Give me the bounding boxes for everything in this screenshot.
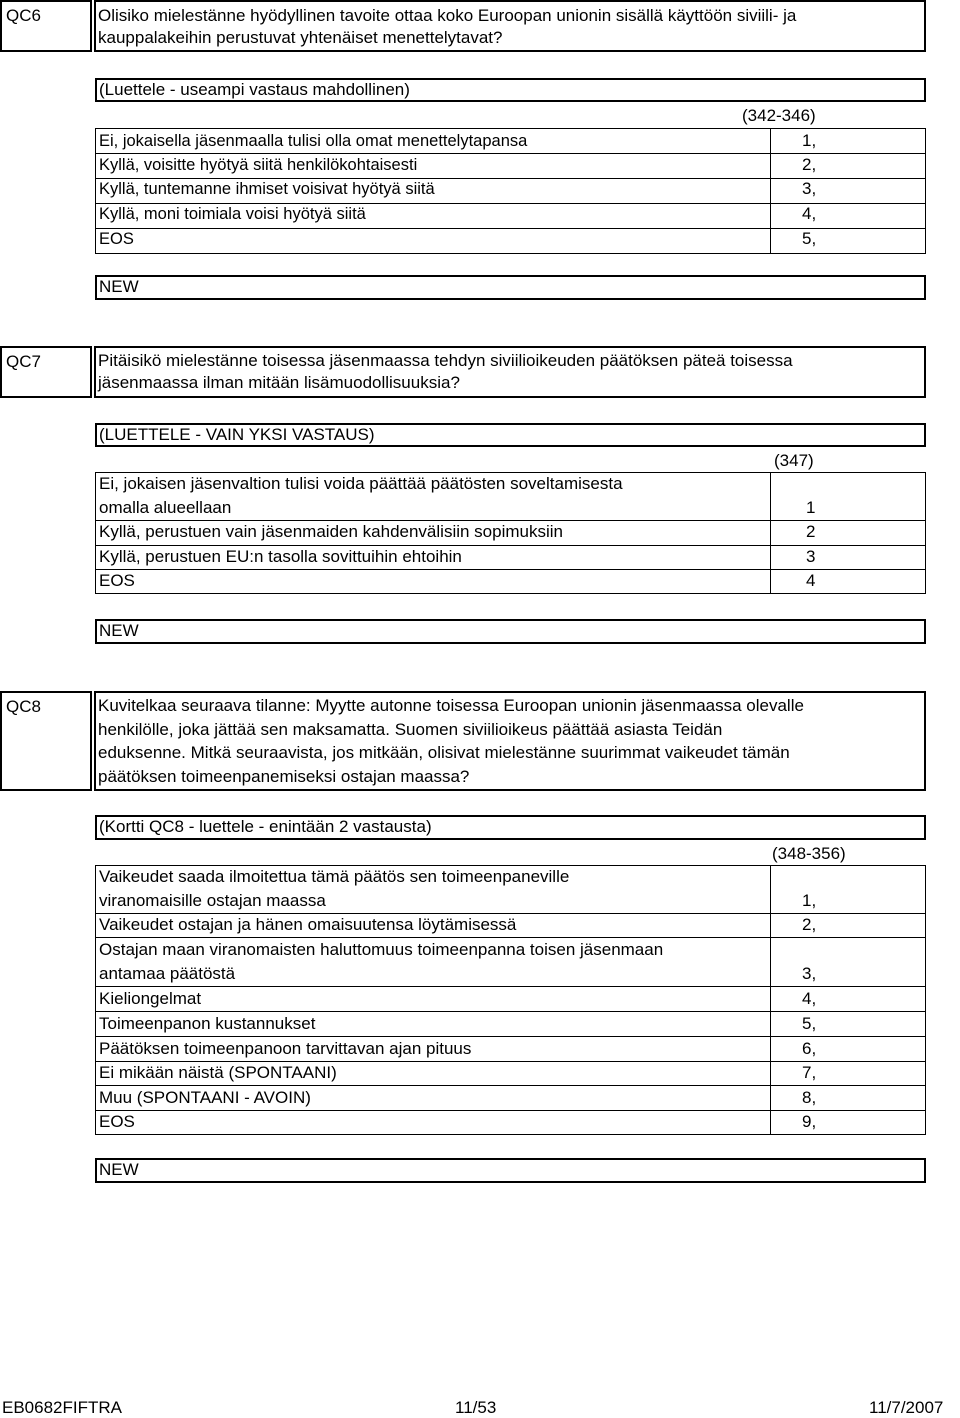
qc8-question-line-1: Kuvitelkaa seuraava tilanne: Myytte autonne toisessa Euroopan unionin jäsenmaassa olevalle bbox=[98, 696, 804, 715]
qc8-option-3-label-line-1: Ostajan maan viranomaisten haluttomuus toimeenpanna toisen jäsenmaan bbox=[99, 940, 664, 959]
qc7-grid-divider bbox=[770, 472, 771, 594]
qc7-question bbox=[96, 350, 924, 394]
qc6-new: NEW bbox=[99, 277, 139, 296]
qc8-code-range: (348-356) bbox=[772, 844, 846, 863]
qc8-option-2-code: 2, bbox=[802, 915, 817, 934]
qc7-code-range: (347) bbox=[774, 451, 814, 470]
qc8-grid-divider bbox=[770, 865, 771, 1135]
qc6-option-2-label: Kyllä, voisitte hyötyä siitä henkilökohtaisesti bbox=[99, 156, 418, 174]
qc6-option-5-label: EOS bbox=[99, 230, 134, 248]
qc8-option-1-label-line-1: Vaikeudet saada ilmoitettua tämä päätös sen toimeenpaneville bbox=[99, 867, 570, 886]
qc7-new: NEW bbox=[99, 621, 139, 640]
qc7-option-2-code: 2 bbox=[806, 522, 816, 541]
qc8-option-5-code: 5, bbox=[802, 1014, 817, 1033]
footer-date: 11/7/2007 bbox=[869, 1398, 944, 1417]
qc6-code-range: (342-346) bbox=[742, 106, 816, 125]
qc6-option-4-code: 4, bbox=[802, 204, 817, 223]
qc7-option-3-code: 3 bbox=[806, 547, 816, 566]
qc8-option-1-label-line-2: viranomaisille ostajan maassa bbox=[99, 891, 326, 910]
qc8-option-9-code: 9, bbox=[802, 1112, 817, 1131]
qc6-grid-divider bbox=[770, 128, 771, 254]
qc7-option-4-label: EOS bbox=[99, 571, 135, 590]
qc7-question-line-1: Pitäisikö mielestänne toisessa jäsenmaassa tehdyn siviilioikeuden päätöksen päteä toisessa bbox=[98, 351, 793, 370]
qc7-question-line-2: jäsenmaassa ilman mitään lisämuodollisuuksia? bbox=[98, 373, 460, 392]
qc6-option-3-label: Kyllä, tuntemanne ihmiset voisivat hyötyä siitä bbox=[99, 180, 435, 198]
qc7-option-1-code: 1 bbox=[806, 498, 816, 517]
qc6-question-line-2: kauppalakeihin perustuvat yhtenäiset menettelytavat? bbox=[98, 28, 503, 47]
qc8-option-1-code: 1, bbox=[802, 891, 817, 910]
qc7-option-1-label-line-1: Ei, jokaisen jäsenvaltion tulisi voida päättää päätösten soveltamisesta bbox=[99, 474, 623, 493]
qc8-question-line-3: eduksenne. Mitkä seuraavista, jos mitkään, olisivat mielestänne suurimmat vaikeudet tämän bbox=[98, 743, 790, 762]
qc8-option-6-code: 6, bbox=[802, 1039, 817, 1058]
qc8-new: NEW bbox=[99, 1160, 139, 1179]
qc6-option-4-label: Kyllä, moni toimiala voisi hyötyä siitä bbox=[99, 205, 366, 223]
qc8-question-line-2: henkilölle, joka jättää sen maksamatta. Suomen siviilioikeus päättää asiasta Teidän bbox=[98, 719, 723, 739]
qc7-id: QC7 bbox=[6, 352, 41, 371]
qc8-option-2-label: Vaikeudet ostajan ja hänen omaisuutensa löytämisessä bbox=[99, 915, 517, 934]
qc7-option-3-label: Kyllä, perustuen EU:n tasolla sovittuihin ehtoihin bbox=[99, 547, 462, 566]
qc8-option-3-label-line-2: antamaa päätöstä bbox=[99, 964, 236, 983]
qc6-id: QC6 bbox=[6, 6, 41, 25]
qc8-option-3-code: 3, bbox=[802, 964, 817, 983]
qc8-question-line-4: päätöksen toimeenpanemiseksi ostajan maassa? bbox=[98, 766, 470, 786]
qc8-option-6-label: Päätöksen toimeenpanoon tarvittavan ajan pituus bbox=[99, 1039, 472, 1058]
qc8-option-4-code: 4, bbox=[802, 989, 817, 1008]
qc6-instruction: (Luettele - useampi vastaus mahdollinen) bbox=[99, 80, 410, 99]
qc6-option-5-code: 5, bbox=[802, 229, 817, 248]
qc7-instruction: (LUETTELE - VAIN YKSI VASTAUS) bbox=[99, 425, 375, 444]
qc8-option-8-label: Muu (SPONTAANI - AVOIN) bbox=[99, 1088, 311, 1107]
qc7-grid-line bbox=[95, 569, 926, 570]
qc8-option-9-label: EOS bbox=[99, 1112, 135, 1131]
qc8-option-4-label: Kieliongelmat bbox=[99, 989, 202, 1008]
qc6-option-3-code: 3, bbox=[802, 179, 817, 198]
qc6-option-1-label: Ei, jokaisella jäsenmaalla tulisi olla omat menettelytapansa bbox=[99, 132, 528, 150]
qc7-option-4-code: 4 bbox=[806, 571, 816, 590]
qc7-option-2-label: Kyllä, perustuen vain jäsenmaiden kahdenvälisiin sopimuksiin bbox=[99, 522, 563, 541]
qc8-option-7-label: Ei mikään näistä (SPONTAANI) bbox=[99, 1063, 337, 1082]
qc8-option-7-code: 7, bbox=[802, 1063, 817, 1082]
qc8-option-5-label: Toimeenpanon kustannukset bbox=[99, 1014, 316, 1033]
footer-page-number: 11/53 bbox=[455, 1398, 497, 1417]
qc6-new-box bbox=[95, 275, 926, 300]
qc6-option-2-code: 2, bbox=[802, 155, 817, 174]
qc7-new-box bbox=[95, 619, 926, 644]
qc6-option-1-code: 1, bbox=[802, 131, 817, 150]
footer-doc-id: EB0682FIFTRA bbox=[2, 1398, 122, 1417]
qc8-instruction: (Kortti QC8 - luettele - enintään 2 vastausta) bbox=[99, 817, 432, 836]
qc7-option-1-label-line-2: omalla alueellaan bbox=[99, 498, 232, 517]
qc8-question bbox=[96, 694, 924, 788]
qc8-new-box bbox=[95, 1158, 926, 1183]
qc6-question bbox=[96, 5, 924, 49]
qc8-id: QC8 bbox=[6, 697, 41, 716]
qc8-option-8-code: 8, bbox=[802, 1088, 817, 1107]
qc6-question-line-1: Olisiko mielestänne hyödyllinen tavoite ottaa koko Euroopan unionin sisällä käyttöön siviili- ja bbox=[98, 6, 797, 25]
